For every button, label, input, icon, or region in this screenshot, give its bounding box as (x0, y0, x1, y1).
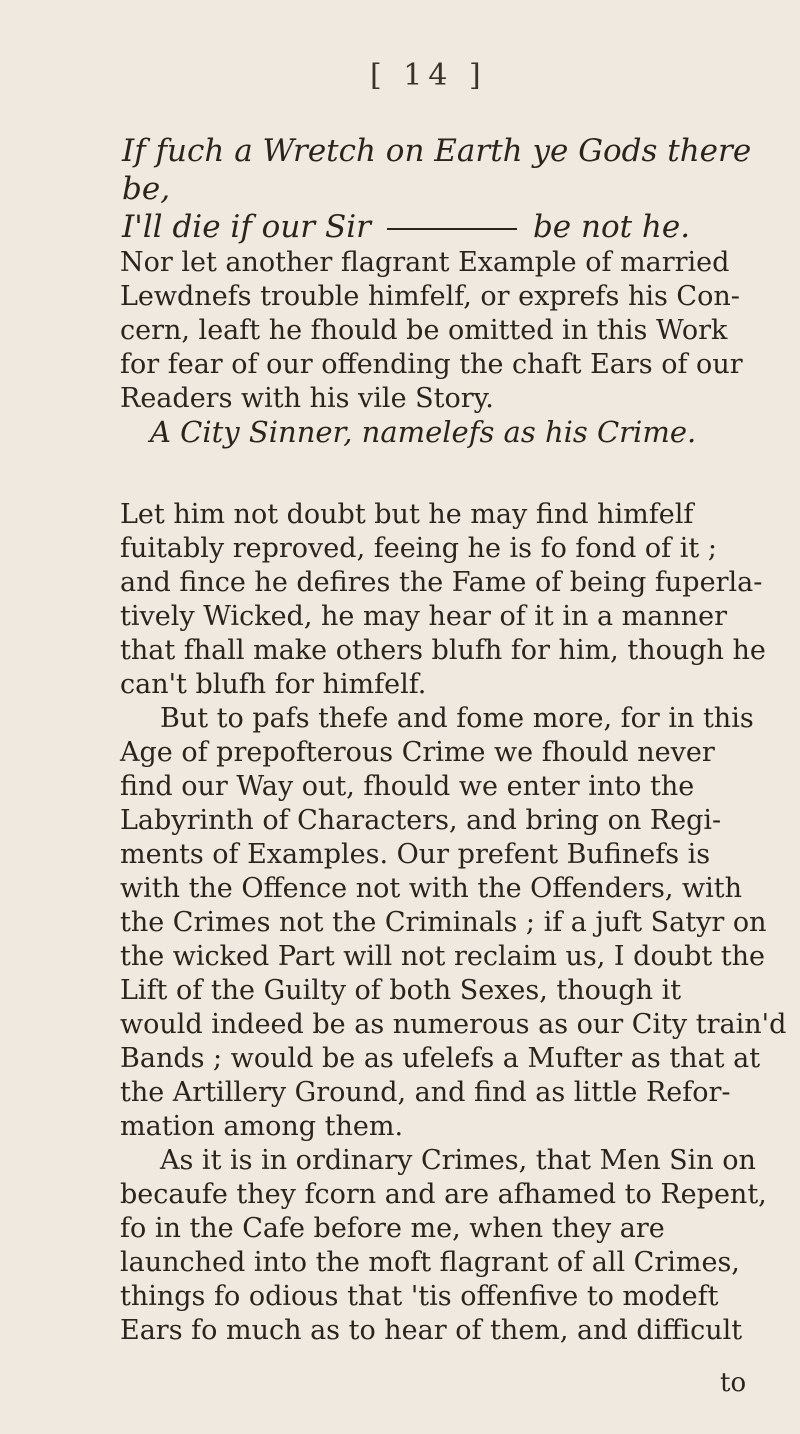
text-line: ments of Examples. Our prefent Bufinefs is (120, 839, 711, 870)
text-line: with the Offence not with the Offenders, with (120, 873, 743, 904)
verse-line-2-end: be not he. (532, 209, 691, 245)
text-line: Ears fo much as to hear of them, and difficult (120, 1315, 743, 1346)
text-line: fuitably reproved, feeing he is fo fond of it ; (120, 533, 717, 564)
text-line: But to pafs thefe and fome more, for in this (160, 703, 754, 734)
text-line: fo in the Cafe before me, when they are (120, 1213, 665, 1244)
text-line: and fince he defires the Fame of being fuperla- (120, 567, 763, 598)
verse-couplet (122, 132, 782, 246)
text-line: becaufe they fcorn and are afhamed to Repent, (120, 1179, 767, 1210)
verse-line-2-start: I'll die if our Sir (122, 209, 371, 245)
text-line: Nor let another flagrant Example of married (120, 247, 730, 278)
text-line: the Crimes not the Criminals ; if a juft Satyr on (120, 907, 767, 938)
verse-line-1: If fuch a Wretch on Earth ye Gods there be, (122, 133, 752, 207)
text-line: the wicked Part will not reclaim us, I doubt the (120, 941, 766, 972)
text-line: Labyrinth of Characters, and bring on Regi- (120, 805, 722, 836)
text-line: things fo odious that 'tis offenfive to modeft (120, 1281, 719, 1312)
text-line: that fhall make others blufh for him, though he (120, 635, 766, 666)
text-line: the Artillery Ground, and find as little Refor- (120, 1077, 731, 1108)
text-line: find our Way out, fhould we enter into the (120, 771, 695, 802)
text-line: mation among them. (120, 1111, 404, 1142)
text-line: Age of prepofterous Crime we fhould never (120, 737, 715, 768)
text-line: Let him not doubt but he may find himfelf (120, 499, 694, 530)
text-line: tively Wicked, he may hear of it in a manner (120, 601, 727, 632)
section-heading: A City Sinner, namelefs as his Crime. (150, 415, 697, 449)
text-line: Readers with his vile Story. (120, 383, 494, 414)
verse-line-2 (122, 208, 782, 246)
text-line: cern, leaft he fhould be omitted in this Work (120, 315, 728, 346)
text-line: can't blufh for himfelf. (120, 669, 427, 700)
page-number: [ 14 ] (370, 58, 487, 93)
text-line: Lift of the Guilty of both Sexes, though it (120, 975, 682, 1006)
text-line: Lewdnefs trouble himfelf, or exprefs his Con- (120, 281, 740, 312)
paragraph-2 (120, 498, 787, 1348)
catchword: to (720, 1368, 747, 1398)
paragraph-1 (120, 246, 770, 416)
text-line: launched into the moft flagrant of all Crimes, (120, 1247, 740, 1278)
text-line: As it is in ordinary Crimes, that Men Sin on (160, 1145, 756, 1176)
dash-rule (387, 228, 517, 230)
text-line: Bands ; would be as ufelefs a Mufter as that at (120, 1043, 761, 1074)
text-line: for fear of our offending the chaft Ears of our (120, 349, 743, 380)
text-line: would indeed be as numerous as our City train'd (120, 1009, 787, 1040)
